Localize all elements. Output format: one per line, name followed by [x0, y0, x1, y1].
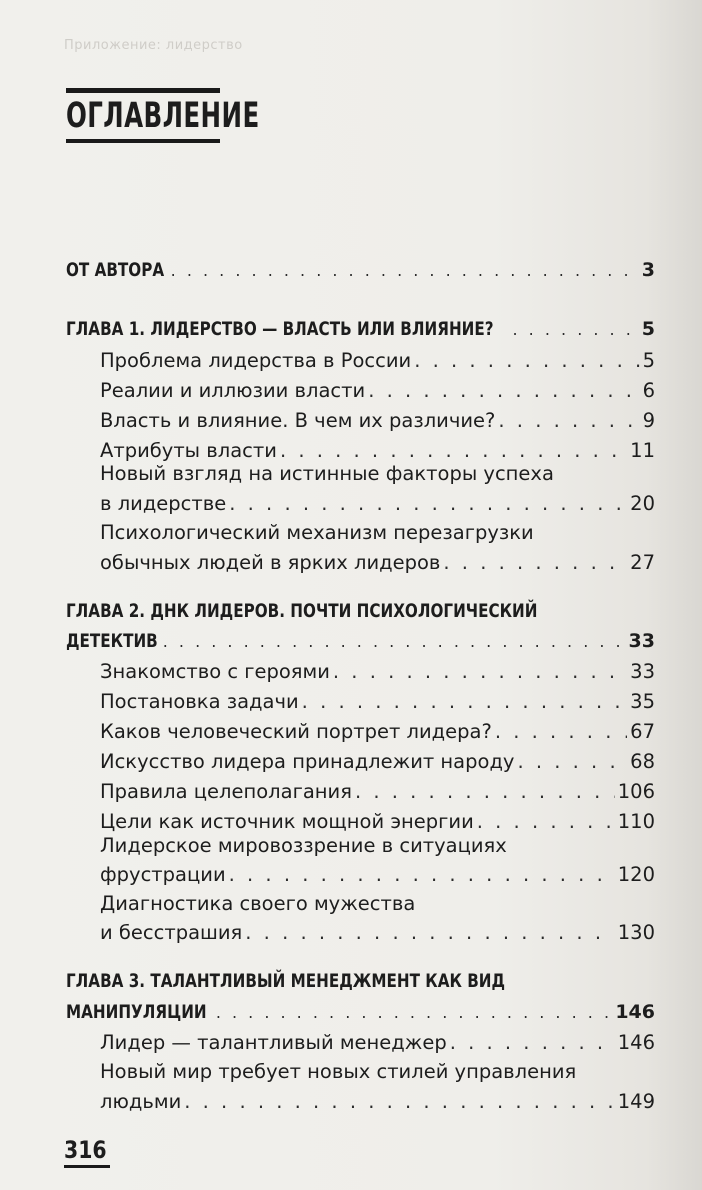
- toc-entry-page: 110: [617, 810, 655, 833]
- toc-entry[interactable]: [66, 660, 655, 683]
- toc-entry-page: 67: [630, 720, 655, 743]
- toc-entry-title: Лидер — талантливый менеджер: [100, 1031, 447, 1054]
- toc-entry-title: Каков человеческий портрет лидера?: [100, 720, 492, 743]
- toc-entry-chapter-3[interactable]: [66, 1001, 655, 1023]
- toc-entry-page: 6: [642, 379, 655, 402]
- toc-entry-page: 33: [630, 660, 655, 683]
- toc-entry[interactable]: [66, 690, 655, 713]
- leader-dots: [450, 1031, 615, 1054]
- toc-entry[interactable]: [66, 810, 655, 833]
- leader-dots: [184, 1090, 615, 1113]
- toc-entry-page: 27: [630, 551, 655, 574]
- toc-entry-title: Атрибуты власти: [100, 439, 277, 462]
- leader-dots: [163, 632, 626, 651]
- toc-entry-title[interactable]: Лидерское мировоззрение в ситуациях: [100, 834, 507, 857]
- toc-entry-chapter-1[interactable]: [66, 318, 655, 340]
- leader-dots: [280, 439, 627, 462]
- toc-entry-title: Реалии и иллюзии власти: [100, 379, 366, 402]
- toc-entry-author[interactable]: [66, 259, 655, 281]
- toc-entry-title: в лидерстве: [100, 492, 227, 515]
- toc-entry-title: и бесстрашия: [100, 921, 243, 944]
- leader-dots: [216, 1003, 613, 1022]
- toc-entry-title[interactable]: Новый мир требует новых стилей управления: [100, 1060, 577, 1083]
- toc-entry-title: Власть и влияние. В чем их различие?: [100, 409, 496, 432]
- toc-entry-title: ГЛАВА 2. ДНК ЛИДЕРОВ. ПОЧТИ ПСИХОЛОГИЧЕСКИЙ: [66, 600, 538, 622]
- leader-dots: [517, 750, 627, 773]
- toc-entry[interactable]: [66, 780, 655, 803]
- toc-entry-title: МАНИПУЛЯЦИИ: [66, 1001, 207, 1023]
- toc-entry-chapter-2-line1[interactable]: [66, 600, 655, 622]
- title-block: [66, 88, 314, 143]
- toc-entry[interactable]: [66, 863, 655, 886]
- toc-entry[interactable]: [66, 492, 655, 515]
- toc-entry-page: 106: [617, 780, 655, 803]
- leader-dots: [477, 810, 615, 833]
- toc-entry-title: Знакомство с героями: [100, 660, 330, 683]
- leader-dots: [171, 261, 639, 280]
- toc-entry-page: 146: [617, 1031, 655, 1054]
- leader-dots: [443, 551, 627, 574]
- title-rule-top: [66, 88, 220, 93]
- toc-entry-page: 3: [641, 259, 655, 281]
- toc-entry-page: 33: [628, 630, 655, 652]
- page-number-rule: [64, 1165, 110, 1168]
- toc-entry-page: 149: [617, 1090, 655, 1113]
- page-title: ОГЛАВЛЕНИЕ: [66, 96, 260, 136]
- toc-entry[interactable]: [66, 720, 655, 743]
- toc-entry-title: Искусство лидера принадлежит народу: [100, 750, 515, 773]
- toc-entry-page: 130: [617, 921, 655, 944]
- toc-entry-title: фрустрации: [100, 863, 226, 886]
- toc-entry[interactable]: [66, 551, 655, 574]
- leader-dots: [368, 379, 639, 402]
- toc-entry[interactable]: [66, 409, 655, 432]
- toc-entry-title[interactable]: Психологический механизм перезагрузки: [100, 521, 534, 544]
- toc-entry-page: 146: [615, 1001, 655, 1023]
- toc-entry-title: ГЛАВА 1. ЛИДЕРСТВО — ВЛАСТЬ ИЛИ ВЛИЯНИЕ?: [66, 318, 494, 340]
- toc-entry-page: 5: [642, 349, 655, 372]
- toc-entry-title: Постановка задачи: [100, 690, 299, 713]
- leader-dots: [302, 690, 628, 713]
- toc-entry-title: ОТ АВТОРА: [66, 259, 165, 281]
- leader-dots: [498, 409, 639, 432]
- toc-entry-title: людьми: [100, 1090, 182, 1113]
- toc-entry[interactable]: [66, 379, 655, 402]
- toc-entry-chapter-3-line1[interactable]: [66, 970, 615, 992]
- leader-dots: [513, 320, 639, 339]
- toc-entry-title: Проблема лидерства в России: [100, 349, 412, 372]
- toc-entry-title[interactable]: Диагностика своего мужества: [100, 892, 416, 915]
- page-number: [64, 1136, 114, 1164]
- toc-entry-title[interactable]: Новый взгляд на истинные факторы успеха: [100, 462, 554, 485]
- page-number-text: 316: [64, 1136, 107, 1164]
- toc-entry-title: Правила целеполагания: [100, 780, 352, 803]
- toc-entry-page: 20: [630, 492, 655, 515]
- toc-entry-title: ГЛАВА 3. ТАЛАНТЛИВЫЙ МЕНЕДЖМЕНТ КАК ВИД: [66, 970, 506, 992]
- leader-dots: [495, 720, 627, 743]
- ghost-header: Приложение: лидерство: [64, 38, 243, 53]
- toc-entry[interactable]: [66, 349, 655, 372]
- toc-entry[interactable]: [66, 921, 655, 944]
- toc-entry-title: ДЕТЕКТИВ: [66, 630, 158, 652]
- toc-entry[interactable]: [66, 1031, 655, 1054]
- toc-entry[interactable]: [66, 750, 655, 773]
- leader-dots: [229, 492, 627, 515]
- toc-entry-page: 68: [630, 750, 655, 773]
- leader-dots: [245, 921, 614, 944]
- leader-dots: [355, 780, 615, 803]
- toc-entry-page: 9: [642, 409, 655, 432]
- toc-entry-page: 35: [630, 690, 655, 713]
- toc-entry-page: 11: [630, 439, 655, 462]
- toc-entry-page: 120: [617, 863, 655, 886]
- toc-entry-chapter-2[interactable]: [66, 630, 655, 652]
- toc-entry[interactable]: [66, 1090, 655, 1113]
- leader-dots: [229, 863, 615, 886]
- toc-entry-title: Цели как источник мощной энергии: [100, 810, 474, 833]
- title-rule-bottom: [66, 139, 220, 143]
- toc-entry-page: 5: [641, 318, 655, 340]
- leader-dots: [333, 660, 627, 683]
- toc-entry-title: обычных людей в ярких лидеров: [100, 551, 441, 574]
- leader-dots: [414, 349, 639, 372]
- toc-entry[interactable]: [66, 439, 655, 462]
